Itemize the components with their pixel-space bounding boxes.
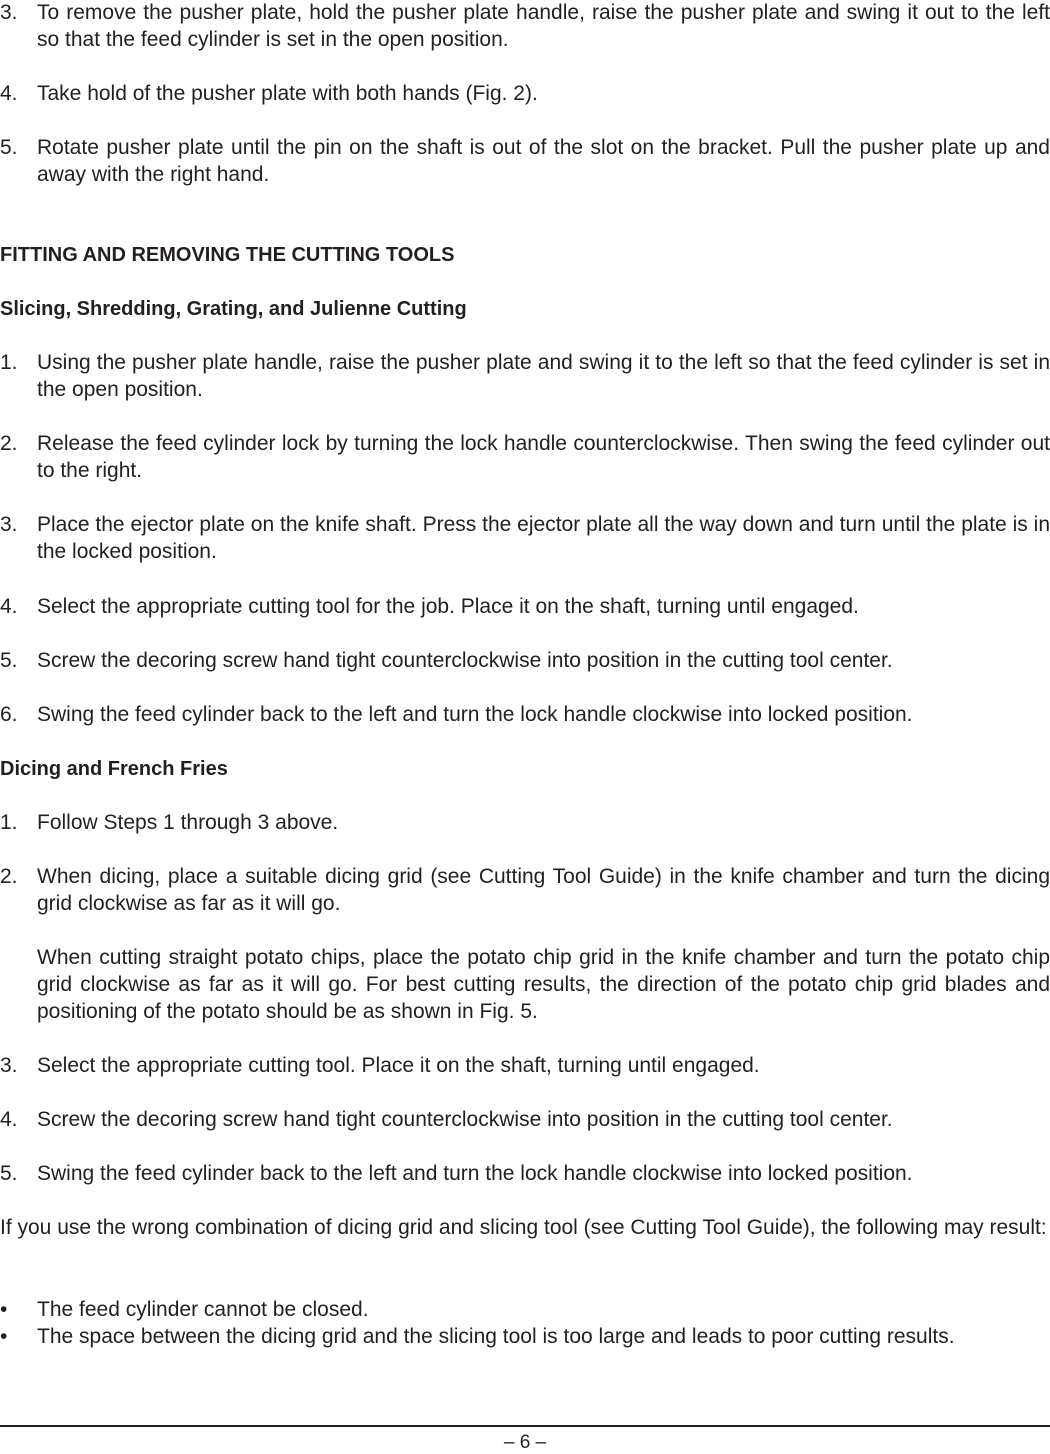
list-item	[0, 1052, 1050, 1079]
step-text: Using the pusher plate handle, raise the pusher plate and swing it to the left so that the feed cylinder is set in the open position.	[37, 351, 1050, 401]
step-number: 1.	[0, 811, 18, 834]
subsection-heading: Slicing, Shredding, Grating, and Julienne Cutting	[0, 298, 467, 320]
footer-divider	[0, 1425, 1050, 1427]
bullet-icon: •	[0, 1325, 8, 1348]
step-number: 4.	[0, 1108, 18, 1131]
list-item	[0, 134, 1050, 188]
step-number: 1.	[0, 351, 18, 374]
list-item	[0, 647, 1050, 674]
list-item	[0, 593, 1050, 620]
step-text: Rotate pusher plate until the pin on the shaft is out of the slot on the bracket. Pull the pusher plate up and away with the right hand.	[37, 136, 1050, 186]
warning-paragraph: If you use the wrong combination of dicing grid and slicing tool (see Cutting Tool Guide), the following may result:	[0, 1216, 1047, 1239]
step-text: Follow Steps 1 through 3 above.	[37, 811, 339, 834]
step-number: 2.	[0, 432, 18, 455]
step-note: When cutting straight potato chips, place the potato chip grid in the knife chamber and turn the potato chip grid clockwise as far as it will go. For best cutting results, the direction of the potato chip grid blades and positioning of the potato should be as shown in Fig. 5.	[37, 946, 1050, 1023]
step-text: Swing the feed cylinder back to the left and turn the lock handle clockwise into locked position.	[37, 703, 913, 726]
list-item	[0, 80, 1050, 107]
step-number: 3.	[0, 1, 18, 24]
list-item	[0, 809, 1050, 836]
bullet-item	[0, 1296, 1050, 1323]
step-number: 5.	[0, 649, 18, 672]
step-text: Select the appropriate cutting tool for the job. Place it on the shaft, turning until engaged.	[37, 595, 859, 618]
list-item	[0, 349, 1050, 403]
subsection-heading: Dicing and French Fries	[0, 758, 228, 780]
step-number: 4.	[0, 82, 18, 105]
list-item	[0, 430, 1050, 484]
step-number: 4.	[0, 595, 18, 618]
step-text: When dicing, place a suitable dicing grid (see Cutting Tool Guide) in the knife chamber and turn the dicing grid clockwise as far as it will go.	[37, 865, 1050, 915]
step-text: Take hold of the pusher plate with both hands (Fig. 2).	[37, 82, 538, 105]
step-number: 3.	[0, 1054, 18, 1077]
step-text: Release the feed cylinder lock by turning the lock handle counterclockwise. Then swing the feed cylinder out to the right.	[37, 432, 1050, 482]
step-number: 2.	[0, 865, 18, 888]
step-text: Screw the decoring screw hand tight counterclockwise into position in the cutting tool center.	[37, 1108, 893, 1131]
step-text: To remove the pusher plate, hold the pusher plate handle, raise the pusher plate and swing it out to the left so that the feed cylinder is set in the open position.	[37, 1, 1050, 51]
step-text: Swing the feed cylinder back to the left and turn the lock handle clockwise into locked position.	[37, 1162, 913, 1185]
step-number: 5.	[0, 1162, 18, 1185]
step-text: Place the ejector plate on the knife shaft. Press the ejector plate all the way down and turn until the plate is in the locked position.	[37, 513, 1050, 563]
bullet-text: The feed cylinder cannot be closed.	[37, 1298, 369, 1321]
bullet-icon: •	[0, 1298, 8, 1321]
step-text: Screw the decoring screw hand tight counterclockwise into position in the cutting tool center.	[37, 649, 893, 672]
list-item	[0, 0, 1050, 53]
list-item	[0, 863, 1050, 917]
page-number: – 6 –	[503, 1432, 547, 1453]
bullet-item	[0, 1323, 1050, 1350]
list-item	[0, 1106, 1050, 1133]
list-item	[0, 1160, 1050, 1187]
step-number: 5.	[0, 136, 18, 159]
list-item	[0, 511, 1050, 565]
step-text: Select the appropriate cutting tool. Place it on the shaft, turning until engaged.	[37, 1054, 760, 1077]
bullet-text: The space between the dicing grid and the slicing tool is too large and leads to poor cutting results.	[37, 1325, 955, 1348]
step-number: 3.	[0, 513, 18, 536]
section-heading: FITTING AND REMOVING THE CUTTING TOOLS	[0, 244, 455, 266]
list-item	[0, 701, 1050, 728]
step-number: 6.	[0, 703, 18, 726]
